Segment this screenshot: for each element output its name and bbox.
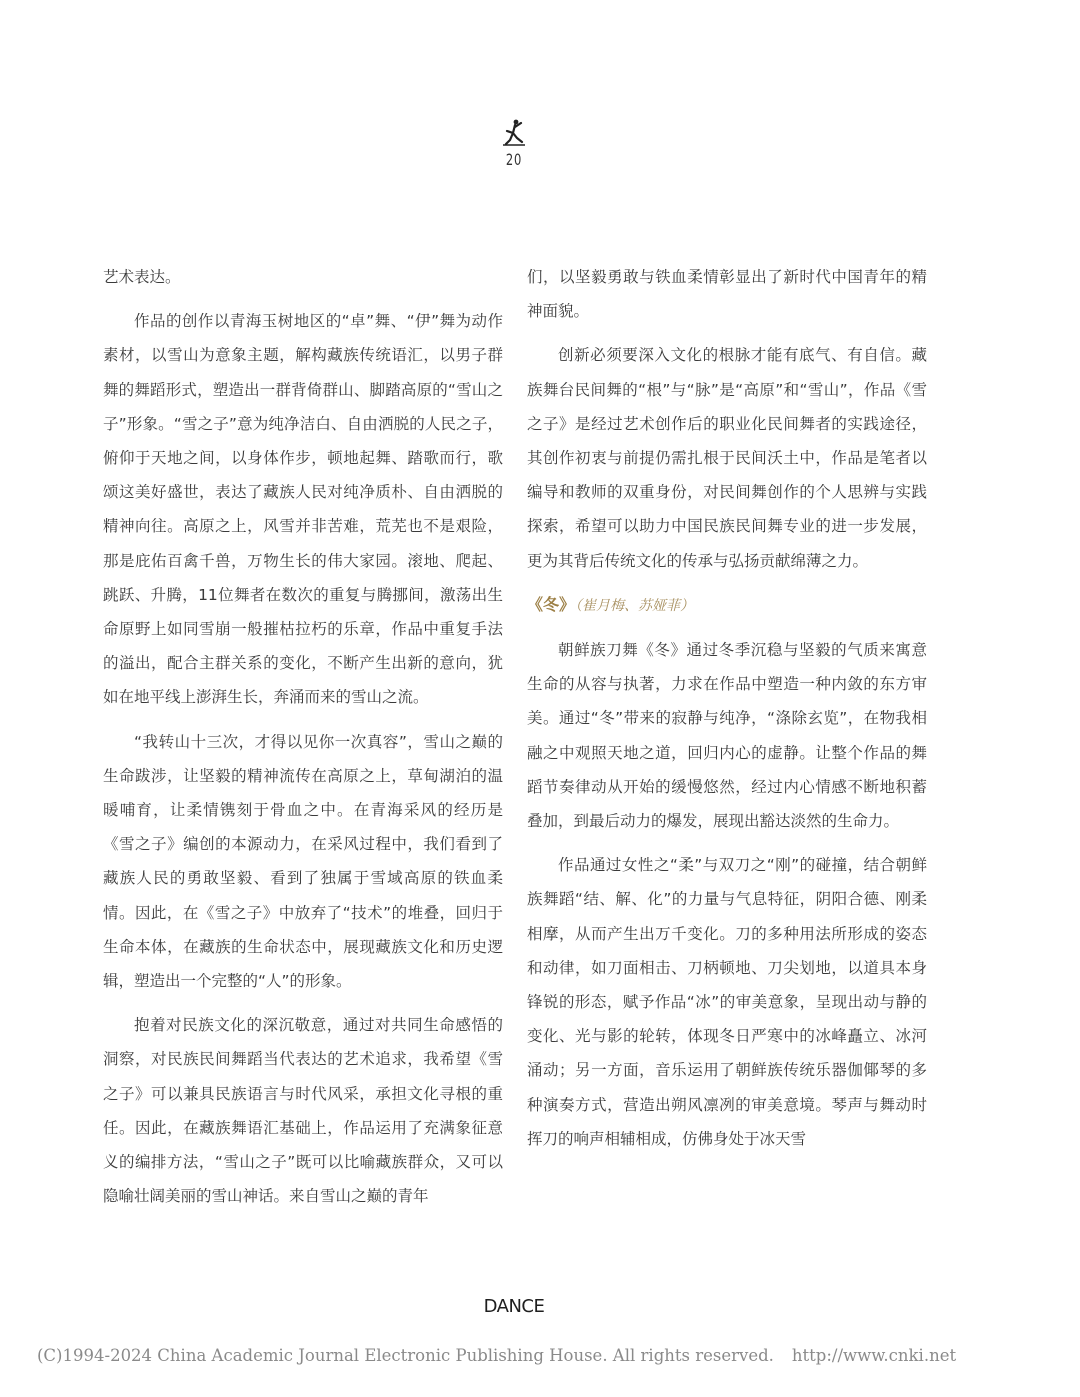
page-number: 20 <box>505 150 523 169</box>
section-title: 《冬》 <box>527 594 576 614</box>
copyright-notice <box>37 1346 1057 1365</box>
left-column <box>103 260 503 1223</box>
section-heading <box>527 588 927 623</box>
paragraph: 艺术表达。 <box>103 268 181 286</box>
section-authors: （崔月梅、苏娅菲） <box>575 597 695 614</box>
paragraph: 作品通过女性之“柔”与双刀之“刚”的碰撞，结合朝鲜族舞蹈“结、解、化”的力量与气息特征，阴阳合德、刚柔相摩，从而产生出万千变化。刀的多种用法所形成的姿态和动律，如刀面相击、刀柄顿地、刀尖划地，以道具本身锋锐的形态，赋予作品“冰”的审美意象，呈现出动与静的变化、光与影的轮转，体现冬日严寒中的冰峰矗立、冰河涌动；另一方面，音乐运用了朝鲜族传统乐器伽倻琴的多种演奏方式，营造出朔风凛冽的审美意境。琴声与舞动时挥刀的响声相辅相成，仿佛身处于冰天雪 <box>527 856 927 1148</box>
copyright-text: (C)1994-2024 China Academic Journal Electronic Publishing House. All rights reserved. <box>37 1346 774 1365</box>
magazine-name: DANCE <box>483 1296 545 1317</box>
dancer-icon <box>502 118 526 148</box>
right-column <box>527 260 927 1166</box>
paragraph: 们，以坚毅勇敢与铁血柔情彰显出了新时代中国青年的精神面貌。 <box>527 268 927 321</box>
paragraph: 创新必须要深入文化的根脉才能有底气、有自信。藏族舞台民间舞的“根”与“脉”是“高原”和“雪山”，作品《雪之子》是经过艺术创作后的职业化民间舞者的实践途径，其创作初衷与前提仍需扎根于民间沃土中，作品是笔者以编导和教师的双重身份，对民间舞创作的个人思辨与实践探索，希望可以助力中国民族民间舞专业的进一步发展，更为其背后传统文化的传承与弘扬贡献绵薄之力。 <box>527 346 927 570</box>
paragraph: 抱着对民族文化的深沉敬意，通过对共同生命感悟的洞察，对民族民间舞蹈当代表达的艺术追求，我希望《雪之子》可以兼具民族语言与时代风采，承担文化寻根的重任。因此，在藏族舞语汇基础上，作品运用了充满象征意义的编排方法，“雪山之子”既可以比喻藏族群众，又可以隐喻壮阔美丽的雪山神话。来自雪山之巅的青年 <box>103 1016 503 1206</box>
paragraph: 朝鲜族刀舞《冬》通过冬季沉稳与坚毅的气质来寓意生命的从容与执著，力求在作品中塑造一种内敛的东方审美。通过“冬”带来的寂静与纯净，“涤除玄览”，在物我相融之中观照天地之道，回归内心的虚静。让整个作品的舞蹈节奏律动从开始的缓慢悠然，经过内心情感不断地积蓄叠加，到最后动力的爆发，展现出豁达淡然的生命力。 <box>527 641 927 831</box>
cnki-link[interactable]: http://www.cnki.net <box>791 1346 957 1365</box>
paragraph: “我转山十三次，才得以见你一次真容”，雪山之巅的生命跋涉，让坚毅的精神流传在高原之上，草甸湖泊的温暖哺育，让柔情镌刻于骨血之中。在青海采风的经历是《雪之子》编创的本源动力，在采风过程中，我们看到了藏族人民的勇敢坚毅、看到了独属于雪域高原的铁血柔情。因此，在《雪之子》中放弃了“技术”的堆叠，回归于生命本体，在藏族的生命状态中，展现藏族文化和历史逻辑，塑造出一个完整的“人”的形象。 <box>103 732 503 991</box>
paragraph: 作品的创作以青海玉树地区的“卓”舞、“伊”舞为动作素材，以雪山为意象主题，解构藏族传统语汇，以男子群舞的舞蹈形式，塑造出一群背倚群山、脚踏高原的“雪山之子”形象。“雪之子”意为纯净洁白、自由洒脱的人民之子，俯仰于天地之间，以身体作步，顿地起舞、踏歌而行，歌颂这美好盛世，表达了藏族人民对纯净质朴、自由洒脱的精神向往。高原之上，风雪并非苦难，荒芜也不是艰险，那是庇佑百禽千兽，万物生长的伟大家园。滚地、爬起、跳跃、升腾，11位舞者在数次的重复与腾挪间，激荡出生命原野上如同雪崩一般摧枯拉朽的乐章，作品中重复手法的溢出，配合主群关系的变化，不断产生出新的意向，犹如在地平线上澎湃生长，奔涌而来的雪山之流。 <box>103 312 503 707</box>
page-header <box>0 118 1028 169</box>
